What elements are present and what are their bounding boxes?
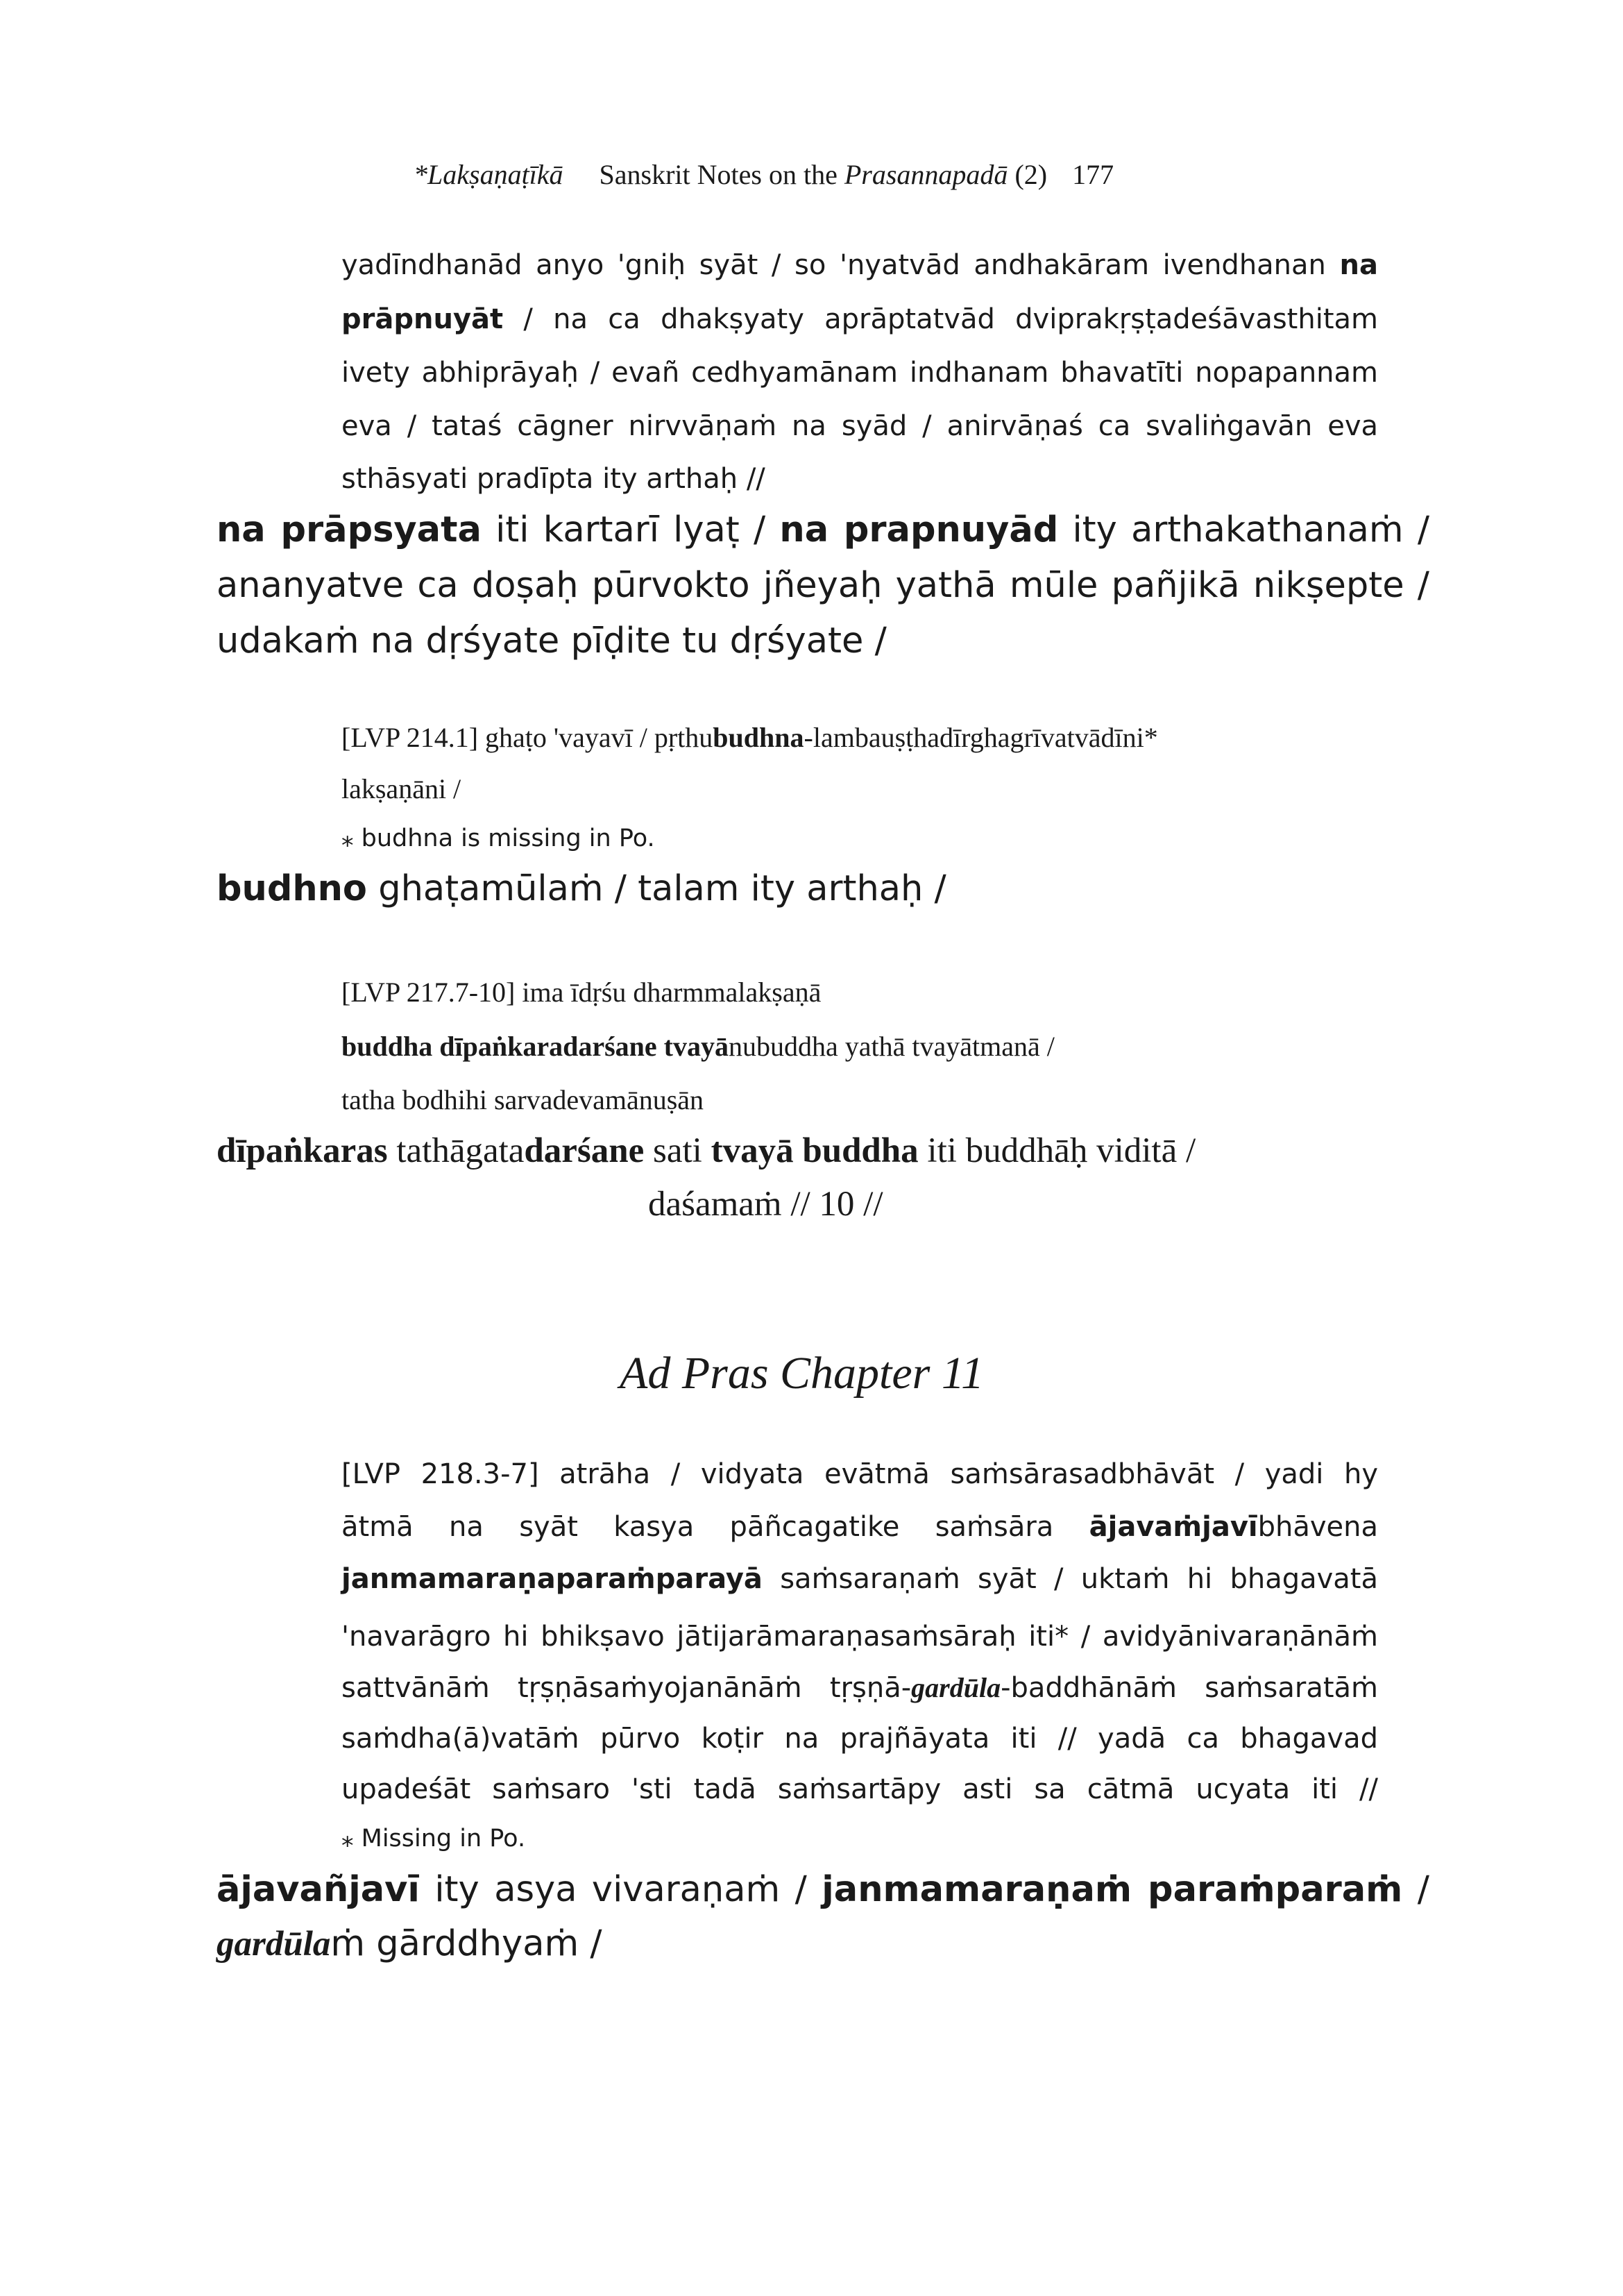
page-number: 177 bbox=[1072, 159, 1114, 190]
footnote: ⁎ Missing in Po. bbox=[341, 1825, 526, 1852]
commentary-bold: tvayā buddha bbox=[711, 1131, 919, 1170]
quote-bold: janmamaraṇaparaṁparayā bbox=[341, 1563, 763, 1595]
commentary-bold: janmamaraṇaṁ paraṁparaṁ bbox=[822, 1869, 1403, 1910]
commentary-text: ghaṭamūlaṁ / talam ity arthaḥ / bbox=[378, 868, 946, 909]
quote-line bbox=[341, 1674, 1378, 1702]
commentary-line: daśamaṁ // 10 // bbox=[648, 1185, 883, 1224]
quote-line: ivety abhiprāyaḥ / evañ cedhyamānam indhanam bhavatīti nopapannam bbox=[341, 357, 1378, 389]
header-title-italic: *Lakṣaṇaṭīkā bbox=[414, 159, 563, 190]
commentary-line bbox=[216, 1923, 602, 1964]
quote-line bbox=[341, 1513, 1378, 1541]
commentary-text: ity arthakathanaṁ / bbox=[1072, 509, 1429, 550]
quote-text: [LVP 214.1] ghaṭo 'vayavī / pṛthu bbox=[341, 722, 713, 753]
commentary-bold: budhno bbox=[216, 868, 367, 909]
quote-line bbox=[341, 305, 1378, 333]
quote-line: tatha bodhihi sarvadevamānuṣān bbox=[341, 1084, 704, 1115]
quote-bold: prāpnuyāt bbox=[341, 303, 504, 335]
quote-text: sattvānāṁ tṛṣṇāsaṁyojanānāṁ tṛṣṇā- bbox=[341, 1672, 912, 1704]
commentary-text: ṁ gārddhyaṁ / bbox=[330, 1923, 602, 1964]
quote-bold: budhna bbox=[713, 722, 804, 753]
commentary-text: ity asya vivaraṇaṁ / bbox=[434, 1869, 807, 1910]
commentary-text: / bbox=[1417, 1869, 1429, 1910]
quote-line bbox=[341, 1565, 1378, 1593]
commentary-line bbox=[216, 509, 1429, 550]
commentary-line bbox=[216, 1869, 1429, 1910]
commentary-text: sati bbox=[653, 1131, 702, 1170]
commentary-bold: ājavañjavī bbox=[216, 1869, 420, 1910]
commentary-line bbox=[216, 1133, 1196, 1169]
commentary-text: tathāgata bbox=[396, 1131, 525, 1170]
quote-line bbox=[341, 251, 1378, 279]
quote-line: [LVP 217.7-10] ima īdṛśu dharmmalakṣaṇā bbox=[341, 977, 822, 1008]
quote-text: saṁsaraṇaṁ syāt / uktaṁ hi bhagavatā bbox=[780, 1563, 1378, 1595]
quote-line: 'navarāgro hi bhikṣavo jātijarāmaraṇasaṁsāraḥ iti* / avidyānivaraṇānāṁ bbox=[341, 1621, 1378, 1653]
quote-bold: buddha dīpaṅkaradarśane tvayā bbox=[341, 1031, 729, 1062]
quote-text: ātmā na syāt kasya pāñcagatike saṁsāra bbox=[341, 1511, 1054, 1543]
running-header bbox=[414, 161, 1114, 189]
quote-line bbox=[341, 724, 1158, 752]
header-work: Prasannapadā bbox=[844, 159, 1008, 190]
commentary-bold: na prāpsyata bbox=[216, 509, 482, 550]
quote-text: -baddhānāṁ saṁsaratāṁ bbox=[1001, 1672, 1378, 1704]
quote-text: nubuddha yathā tvayātmanā / bbox=[728, 1031, 1055, 1062]
header-title: Sanskrit Notes on the bbox=[599, 159, 838, 190]
quote-bold: na bbox=[1339, 249, 1378, 281]
quote-line: saṁdha(ā)vatāṁ pūrvo koṭir na prajñāyata iti // yadā ca bhagavad bbox=[341, 1723, 1378, 1755]
quote-text: / na ca dhakṣyaty aprāptatvād dviprakṛṣṭadeśāvasthitam bbox=[523, 303, 1378, 335]
quote-line: lakṣaṇāni / bbox=[341, 773, 461, 804]
header-part: (2) bbox=[1014, 159, 1048, 190]
commentary-line bbox=[216, 868, 946, 909]
commentary-text: iti buddhāḥ viditā / bbox=[927, 1131, 1196, 1170]
quote-text: bhāvena bbox=[1257, 1511, 1379, 1543]
commentary-bold: darśane bbox=[524, 1131, 645, 1170]
quote-text: -lambauṣṭhadīrghagrīvatvādīni* bbox=[804, 722, 1158, 753]
commentary-bold-italic: gardūla bbox=[216, 1925, 331, 1964]
quote-line: sthāsyati pradīpta ity arthaḥ // bbox=[341, 463, 765, 495]
quote-bold-italic: gardūla bbox=[911, 1672, 1001, 1703]
quote-bold: ājavaṁjavī bbox=[1089, 1511, 1258, 1543]
quote-line: [LVP 218.3-7] atrāha / vidyata evātmā saṁsārasadbhāvāt / yadi hy bbox=[341, 1458, 1378, 1490]
quote-text: yadīndhanād anyo 'gniḥ syāt / so 'nyatvād andhakāram ivendhanan bbox=[341, 249, 1326, 281]
footnote: ⁎ budhna is missing in Po. bbox=[341, 825, 655, 852]
quote-line: eva / tataś cāgner nirvvāṇaṁ na syād / anirvāṇaś ca svaliṅgavān eva bbox=[341, 410, 1378, 442]
quote-line bbox=[341, 1033, 1055, 1061]
commentary-bold: na prapnuyād bbox=[779, 509, 1059, 550]
commentary-line: ananyatve ca doṣaḥ pūrvokto jñeyaḥ yathā mūle pañjikā nikṣepte / bbox=[216, 565, 1429, 606]
commentary-text: iti kartarī lyaṭ / bbox=[495, 509, 766, 550]
chapter-heading: Ad Pras Chapter 11 bbox=[620, 1348, 984, 1399]
commentary-line: udakaṁ na dṛśyate pīḍite tu dṛśyate / bbox=[216, 621, 887, 661]
commentary-bold: dīpaṅkaras bbox=[216, 1131, 388, 1170]
quote-line: upadeśāt saṁsaro 'sti tadā saṁsartāpy asti sa cātmā ucyata iti // bbox=[341, 1773, 1378, 1805]
